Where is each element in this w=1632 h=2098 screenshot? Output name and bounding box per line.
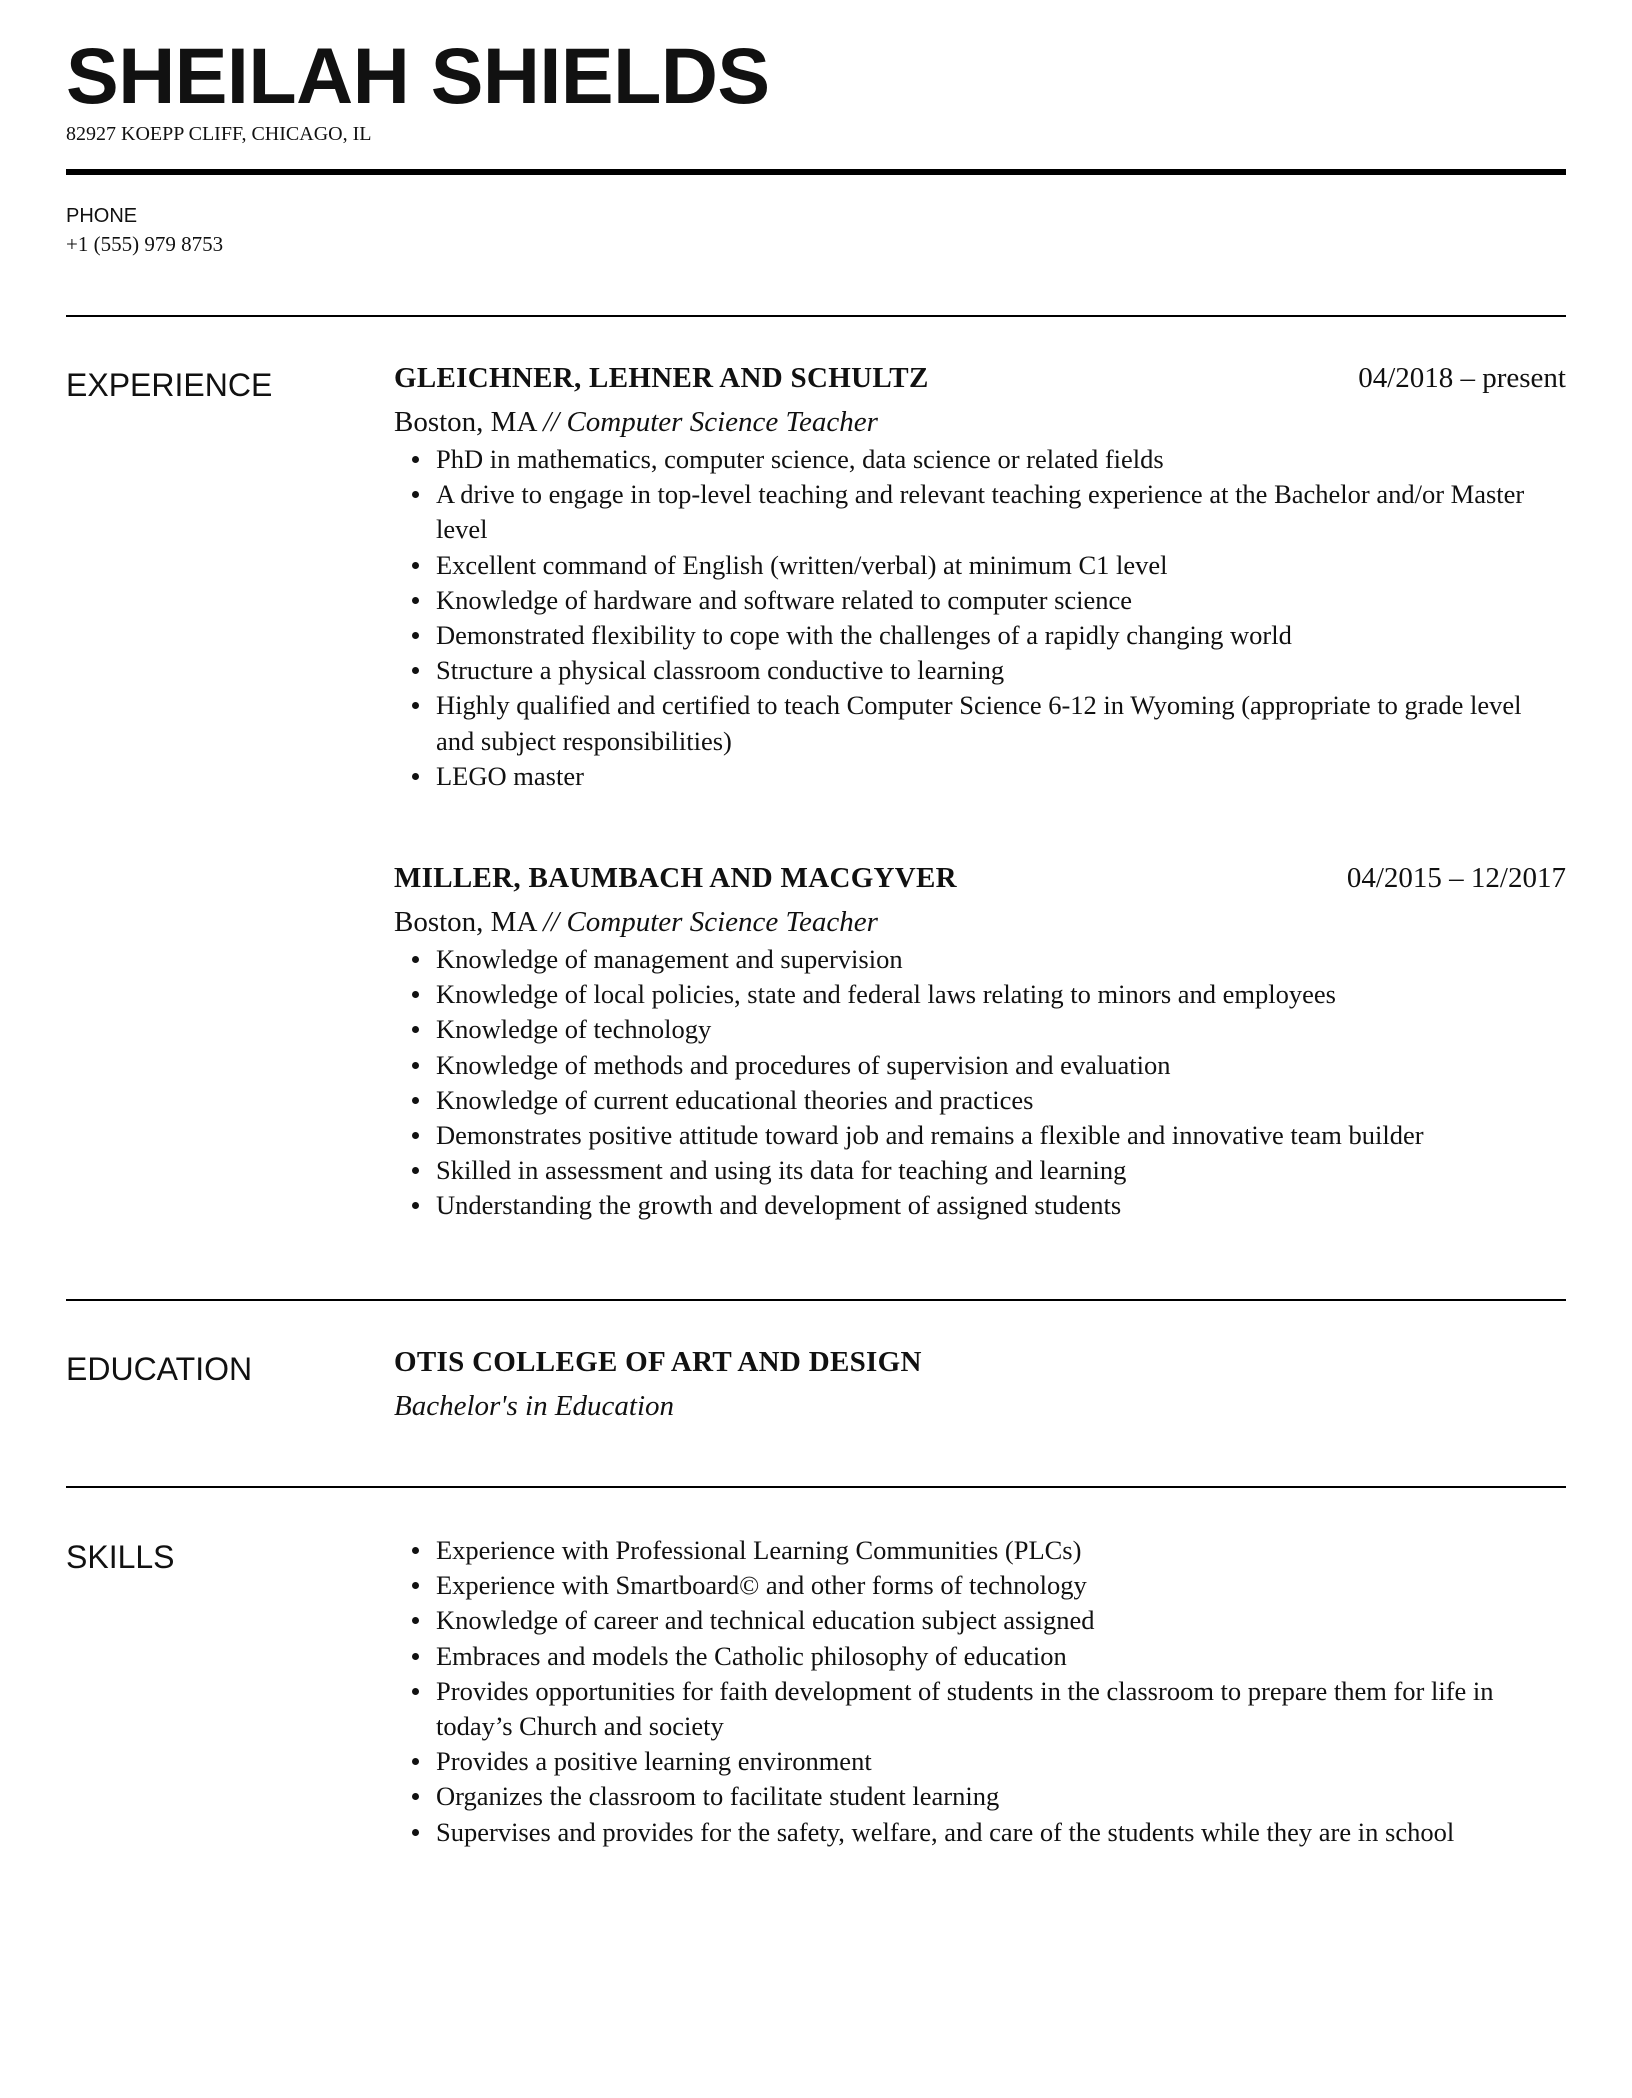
job-bullet: A drive to engage in top-level teaching and relevant teaching experience at the Bachelor and/or Master level — [436, 477, 1566, 547]
contact-divider — [66, 315, 1566, 317]
job-bullet: Knowledge of hardware and software related to computer science — [436, 583, 1566, 618]
job-header — [394, 362, 1566, 402]
candidate-name: SHEILAH SHIELDS — [66, 31, 770, 120]
job-header — [394, 862, 1566, 902]
job-company: GLEICHNER, LEHNER AND SCHULTZ — [394, 362, 929, 394]
job-separator: // — [543, 906, 567, 938]
skill-item: Provides opportunities for faith development of students in the classroom to prepare them for life in today’s Church and society — [436, 1674, 1566, 1744]
education-degree-text: Bachelor's in Education — [394, 1390, 675, 1422]
education-section-title: EDUCATION — [66, 1351, 253, 1387]
job-entry — [394, 862, 1566, 1224]
header-divider — [66, 169, 1566, 175]
job-bullet: Knowledge of current educational theories and practices — [436, 1083, 1566, 1118]
phone-value: +1 (555) 979 8753 — [66, 232, 224, 256]
skill-item: Experience with Professional Learning Communities (PLCs) — [436, 1533, 1566, 1568]
education-entry — [394, 1346, 1566, 1426]
job-bullet: Skilled in assessment and using its data for teaching and learning — [436, 1153, 1566, 1188]
job-bullet-list — [394, 942, 1566, 1224]
job-role: Computer Science Teacher — [566, 906, 878, 938]
job-location-role — [394, 402, 1566, 442]
job-location-role — [394, 902, 1566, 942]
job-dates: 04/2015 – 12/2017 — [1346, 862, 1566, 894]
job-dates: 04/2018 – present — [1358, 362, 1566, 394]
experience-section-title: EXPERIENCE — [66, 367, 273, 403]
job-bullet: Demonstrates positive attitude toward job and remains a flexible and innovative team builder — [436, 1118, 1566, 1153]
job-bullet: LEGO master — [436, 759, 1566, 794]
skills-list — [394, 1533, 1566, 1850]
education-school: OTIS COLLEGE OF ART AND DESIGN — [394, 1346, 922, 1378]
job-separator: // — [543, 406, 567, 438]
skill-item: Organizes the classroom to facilitate student learning — [436, 1779, 1566, 1814]
education-degree — [394, 1386, 1566, 1426]
job-location: Boston, MA — [394, 406, 536, 438]
job-bullet: Understanding the growth and development of assigned students — [436, 1188, 1566, 1223]
job-company: MILLER, BAUMBACH AND MACGYVER — [394, 862, 957, 894]
education-header — [394, 1346, 1566, 1386]
skill-item: Knowledge of career and technical education subject assigned — [436, 1603, 1566, 1638]
skill-item: Provides a positive learning environment — [436, 1744, 1566, 1779]
job-bullet-list — [394, 442, 1566, 794]
job-entry — [394, 362, 1566, 794]
job-bullet: Knowledge of local policies, state and federal laws relating to minors and employees — [436, 977, 1566, 1012]
education-divider — [66, 1486, 1566, 1488]
job-role: Computer Science Teacher — [566, 406, 878, 438]
phone-label: PHONE — [66, 205, 138, 227]
skill-item: Embraces and models the Catholic philosophy of education — [436, 1639, 1566, 1674]
experience-divider — [66, 1299, 1566, 1301]
job-location: Boston, MA — [394, 906, 536, 938]
candidate-address: 82927 KOEPP CLIFF, CHICAGO, IL — [66, 123, 372, 145]
job-bullet: Knowledge of methods and procedures of supervision and evaluation — [436, 1048, 1566, 1083]
job-bullet: Structure a physical classroom conductive to learning — [436, 653, 1566, 688]
job-bullet: Highly qualified and certified to teach Computer Science 6-12 in Wyoming (appropriate to grade level and subject responsibilities) — [436, 688, 1566, 758]
job-bullet: PhD in mathematics, computer science, data science or related fields — [436, 442, 1566, 477]
job-bullet: Demonstrated flexibility to cope with the challenges of a rapidly changing world — [436, 618, 1566, 653]
job-bullet: Knowledge of management and supervision — [436, 942, 1566, 977]
skills-content — [394, 1533, 1566, 1850]
job-bullet: Excellent command of English (written/verbal) at minimum C1 level — [436, 548, 1566, 583]
skill-item: Experience with Smartboard© and other forms of technology — [436, 1568, 1566, 1603]
skills-section-title: SKILLS — [66, 1539, 175, 1575]
skill-item: Supervises and provides for the safety, welfare, and care of the students while they are in school — [436, 1815, 1566, 1850]
job-bullet: Knowledge of technology — [436, 1012, 1566, 1047]
